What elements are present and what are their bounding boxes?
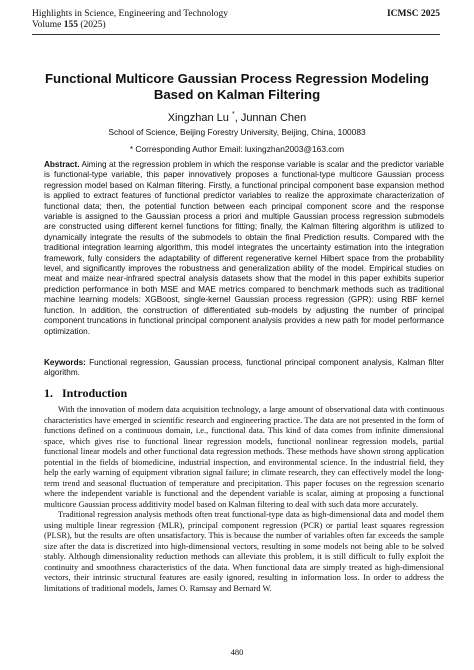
title-line-2: Based on Kalman Filtering bbox=[153, 87, 321, 102]
volume-number: 155 bbox=[63, 20, 79, 30]
keywords-label: Keywords: bbox=[44, 358, 86, 367]
section-heading bbox=[44, 386, 127, 400]
volume-label: Volume bbox=[32, 20, 62, 30]
volume-info bbox=[32, 20, 106, 31]
paper-title bbox=[40, 71, 434, 103]
abstract-label: Abstract. bbox=[44, 160, 80, 169]
paragraph-1: With the innovation of modern data acquisition technology, a large amount of observational data with continuous characteristics have emerged in scientific research and engineering practice. The data are not presented in the form of functions defined on a continuous domain, i.e., functional data. This kind of data comes from infinite dimensional space, which gives rise to functional linear regression models, functional nonlinear regression models, partial functional linear models and other functional data regression methods. These methods have shown strong application potential in the fields of biomedicine, industrial inspection, and environmental science. In the industrial field, they help the early warning of equipment vibration signal failure; in climate research, they can effectively model the long-term trend and seasonal fluctuation of temperature and precipitation. This paper focuses on the regression scenario where the independent variable is functional and the dependent variable is scalar, aiming at proposing a functional multicore Gaussian process additivity model based on Kalman filtering to deal with such data more accurately. bbox=[44, 404, 444, 509]
section-title: Introduction bbox=[62, 386, 128, 400]
keywords-text: Functional regression, Gaussian process, functional principal component analysis, Kalman filter algorithm. bbox=[44, 358, 444, 378]
affiliation: School of Science, Beijing Forestry University, Beijing, China, 100083 bbox=[108, 127, 366, 137]
author-list bbox=[0, 108, 474, 125]
conference-name: ICMSC 2025 bbox=[386, 9, 440, 19]
keywords bbox=[44, 358, 444, 379]
author-1: Xingzhan Lu bbox=[167, 112, 229, 124]
volume-year: (2025) bbox=[80, 20, 106, 30]
title-line-1: Functional Multicore Gaussian Process Regression Modeling bbox=[45, 71, 429, 86]
header-divider bbox=[32, 34, 440, 35]
abstract bbox=[44, 160, 444, 337]
body-text bbox=[44, 404, 444, 593]
journal-name: Highlights in Science, Engineering and Technology bbox=[32, 9, 228, 19]
corresponding-mark: * bbox=[231, 111, 235, 118]
page-number: 480 bbox=[230, 647, 244, 657]
author-2: Junnan Chen bbox=[240, 112, 307, 124]
corresponding-email: * Corresponding Author Email: luxingzhan2003@163.com bbox=[129, 144, 345, 154]
abstract-text: Aiming at the regression problem in which the response variable is scalar and the predictor variable is functional-type variable, this paper innovatively proposes a functional-type multicore Gaussian process regression model based on Kalman filtering. Firstly, a functional principal component base expansion method is applied to extract features of functional predictor variables to realize the approximate characterization of functional data; then, the potential function between each principal component score and the response variable is assigned to the Gaussian process a priori and multiple Gaussian process regression submodels are constructed using different kernel functions for fitting; finally, the Kalman filtering algorithm is utilized to dynamically integrate the results of the submodels to obtain the final Prediction results. Compared with the traditional integration learning algorithm, this model integrates the uncertainty estimation into the integration framework, fully considers the adaptability of different regenerative kernel Hilbert space from the probability level, and significantly improves the robustness and generalization ability of the model. Empirical studies on meat and maize near-infrared spectral analysis datasets show that the model in this paper exhibits superior prediction performance in both MSE and MAE metrics compared to benchmark methods such as traditional machine learning models: XGBoost, single-kernel Gaussian process regression (GPR): using RBF kernel function. In addition, the construction of differentiated sub-models by adjusting the number of principal component truncations in functional principal component analysis provides a new path for model performance optimization. bbox=[44, 160, 444, 336]
author-separator: , bbox=[234, 112, 241, 124]
section-number: 1. bbox=[44, 386, 53, 400]
paragraph-2: Traditional regression analysis methods often treat functional-type data as high-dimensional data and model them using multiple linear regression (MLR), principal component regression (PCR) or partial least squares regression (PLSR), but the results are often unsatisfactory. This is because the number of variables often far exceeds the sample size after the data is discretized into high-dimensional vectors, resulting in some models not being able to be solved stably. Although dimensionality reduction methods can alleviate this problem, it is still difficult to fully exploit the continuity and smoothness characteristics of the data. When functional data are simply treated as high-dimensional vectors, their intrinsic structural features are easily ignored, resulting in information loss. In order to address the limitations of traditional models, James O. Ramsay and Bernard W. bbox=[44, 509, 444, 593]
